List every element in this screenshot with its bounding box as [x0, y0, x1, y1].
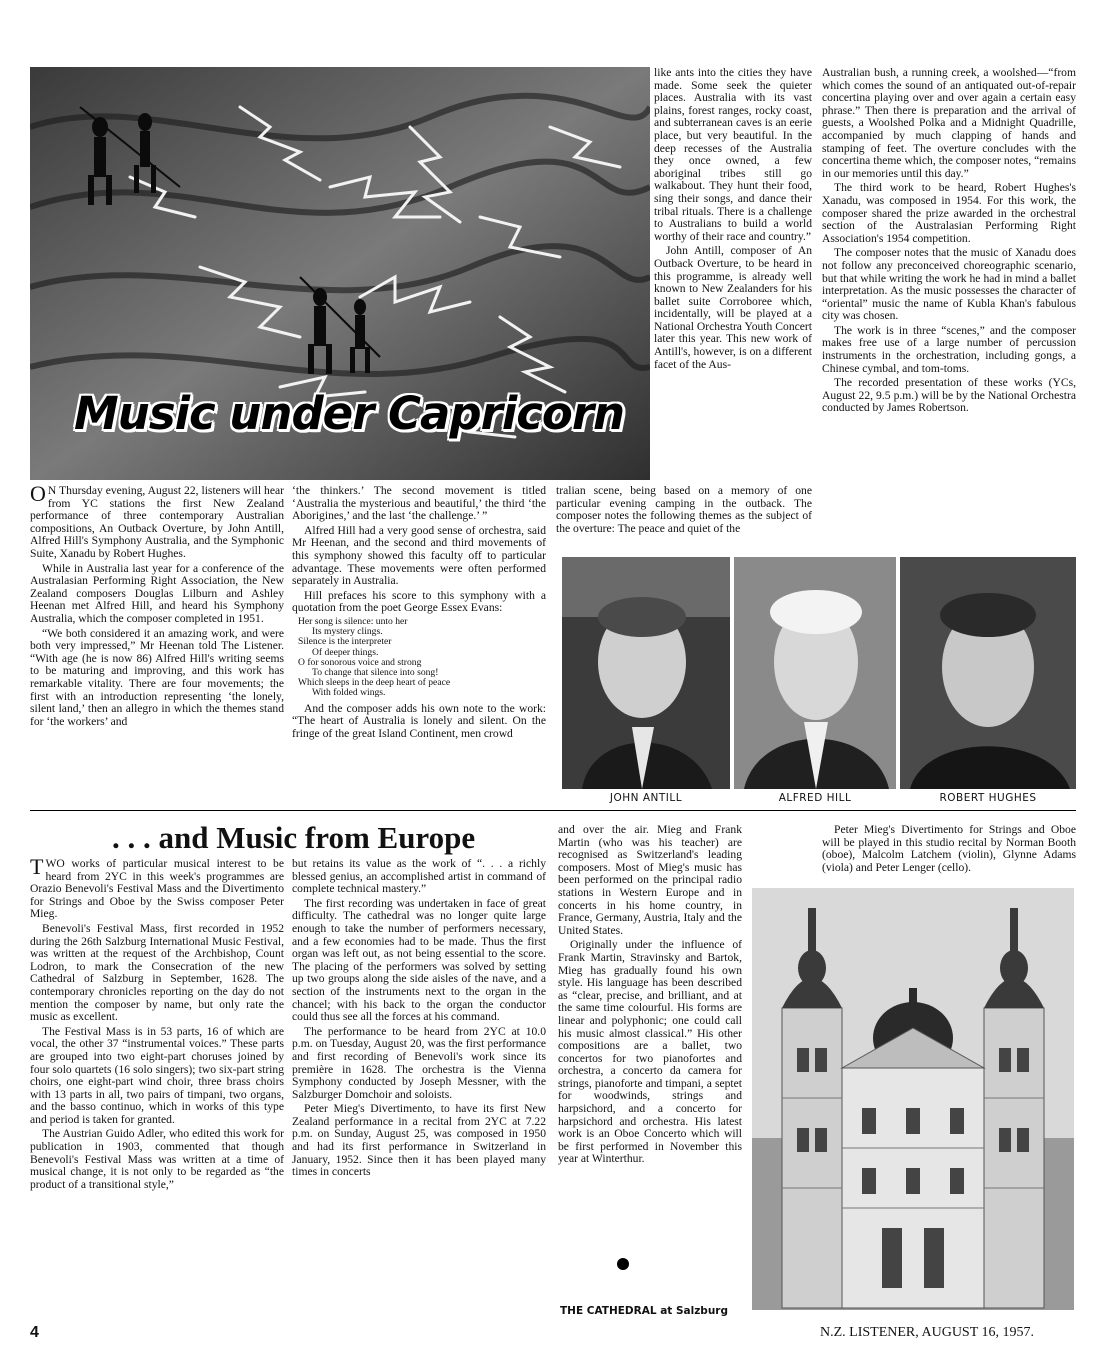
paragraph: Peter Mieg's Divertimento for Strings and Oboe will be played in this studio recital by Norman Booth (oboe), Malcolm Latchem (violin), Glynne Adams (viola) and Peter Lenger (cello).: [822, 823, 1076, 874]
paragraph: N Thursday evening, August 22, listeners will hear from YC stations the first New Zealand performance of three contemporary Australian compositions, An Outback Overture, by John Antill, Alfred Hill's Symphony Australia, and the Symphonic Suite, Xanadu by Robert Hughes.: [30, 484, 284, 560]
paragraph: The first recording was undertaken in face of great difficulty. The cathedral was no longer quite large enough to take the number of performers necessary, and a few economies had to be made. Thus the first organ was left out, as not being essential to the score. The placing of the performers was solved by setting up two groups along the side aisles of the nave, and a section of the instruments next to the organ in the chancel; with his back to the organ the conductor could thus see all the forces at his command.: [292, 896, 546, 1024]
paragraph: The work is in three “scenes,” and the composer makes free use of a large number of percussion instruments in the orchestration, including gongs, a Chinese cymbal, and tom-toms.: [822, 323, 1076, 375]
article2-column-2: [292, 858, 546, 1181]
paragraph: Alfred Hill had a very good sense of orchestra, said Mr Heenan, and the second and third movements of this symphony showed this faculty off to particular advantage. These movements were often performed separately in Australia.: [292, 523, 546, 588]
portrait-image: [734, 557, 896, 789]
paragraph: tralian scene, being based on a memory of one particular evening camping in the outback. The composer notes the following themes as the subject of the overture: The peace and quiet of the: [556, 484, 812, 535]
paragraph: but retains its value as the work of “. . . a richly blessed genius, an accomplished artist in command of complete technical mastery.”: [292, 857, 546, 896]
portrait-robert-hughes: [900, 557, 1076, 789]
article2-column-1: [30, 854, 284, 1193]
portrait-john-antill: [562, 557, 730, 789]
article2-column-4: [822, 824, 1076, 876]
poem-line: With folded wings.: [312, 687, 386, 699]
poem-line: Her song is silence: unto her: [298, 615, 408, 627]
publication-footer: N.Z. LISTENER, AUGUST 16, 1957.: [820, 1325, 1035, 1340]
poem-line: O for sonorous voice and strong: [298, 656, 422, 668]
article1-column-4: [822, 67, 1076, 417]
article1-column-1: [30, 481, 284, 730]
photo-caption: JOHN ANTILL: [609, 792, 683, 804]
page-number: 4: [30, 1324, 39, 1341]
paragraph: ‘the thinkers.’ The second movement is titled ‘Australia the mysterious and beautiful,’ the third ‘the Aborigines,’ and the last ‘the challenge.’ ”: [292, 484, 546, 523]
section-divider: [30, 810, 1076, 811]
article1-column-3: [654, 67, 812, 373]
poem-line: Which sleeps in the deep heart of peace: [298, 677, 451, 689]
poem-line: Its mystery clings.: [312, 626, 383, 638]
paragraph: The Austrian Guido Adler, who edited this work for publication in 1903, commented that though Benevoli's Festival Mass was written at a time of musical change, it is not only to be regarded as “the product of a transitional style,”: [30, 1127, 284, 1191]
cathedral-image: [752, 888, 1074, 1310]
poem-line: Silence is the interpreter: [298, 636, 392, 648]
paragraph: Peter Mieg's Divertimento, to have its first New Zealand performance in a recital from 2YC at 7.22 p.m. on Sunday, August 25, was composed in 1950 and had its first performance in Switzerland in January, 1952. Since then it has been played many times in concerts: [292, 1102, 546, 1179]
poem-line: To change that silence into song!: [312, 666, 439, 678]
paragraph: WO works of particular musical interest to be heard from 2YC in this week's programmes are Orazio Benevoli's Festival Mass and the Divertimento for Strings and Oboe by the Swiss composer Peter Mieg.: [30, 857, 284, 921]
paragraph: Originally under the influence of Frank Martin, Stravinsky and Bartok, Mieg has gradually found his own style. His language has been described as “clear, precise, and brilliant, and at the same time colourful. His forms are linear and polyphonic; one could call his music almost classical.” His other compositions are a ballet, two concertos for two pianofortes and orchestra, a concerto da camera for strings, pianoforte and timpani, a septet for woodwinds, strings and harpsichord, and a concerto for harpsichord and orchestra. His latest work is an Oboe Concerto which will be first performed in November this year at Winterthur.: [558, 938, 742, 1166]
article1-column-3-continued: [556, 485, 812, 537]
cathedral-photo: [752, 888, 1074, 1310]
article1-column-2: [292, 485, 546, 742]
paragraph: Hill prefaces his score to this symphony with a quotation from the poet George Essex Evans:: [292, 588, 546, 615]
article2-title: . . . and Music from Europe: [112, 820, 476, 855]
drop-cap: T: [30, 854, 44, 879]
portrait-alfred-hill: [734, 557, 896, 789]
paragraph: The Festival Mass is in 53 parts, 16 of which are vocal, the other 37 “instrumental voices.” These parts are grouped into two eight-part choruses joined by four solo quartets (16 solo singers); two six-part string choirs, one eight-part wind choir, three brass choirs with 13 parts in all, two pairs of timpani, two organs, and the basso continuo, which in works of this type and period is taken for granted.: [30, 1024, 284, 1126]
drop-cap: O: [30, 481, 46, 506]
photo-caption: ALFRED HILL: [778, 792, 852, 804]
poem-line: Of deeper things.: [312, 646, 379, 658]
paragraph: The composer notes that the music of Xanadu does not follow any preconceived choreographic scenario, but that while writing the work he had in mind a ballet interpretation. As the music possesses the character of “oriental” music the name of Kubla Khan's fabulous city was chosen.: [822, 246, 1076, 323]
paragraph: The performance to be heard from 2YC at 10.0 p.m. on Tuesday, August 20, was the first performance and first recording of Benevoli's work since its première in 1628. The orchestra is the Vienna Symphony conducted by Joseph Messner, with the Salzburger Domchoir and soloists.: [292, 1024, 546, 1101]
paragraph: “We both considered it an amazing work, and were both very impressed,” Mr Heenan told The Listener. “With age (he is now 86) Alfred Hill's writing seems to be maturing and improving, and this work has remarkable vitality. There are four movements; the first with an introduction representing ‘the lonely, silent land,’ then an allegro in which the themes stand for ‘the workers’ and: [30, 626, 284, 728]
article-title: Music under Capricorn: [74, 387, 625, 440]
portrait-image: [900, 557, 1076, 789]
hero-illustration: [30, 67, 650, 480]
photo-caption: ROBERT HUGHES: [939, 792, 1037, 804]
paragraph: The third work to be heard, Robert Hughes's Xanadu, was composed in 1954. For this work, the composer shared the prize awarded in the orchestral section of the Australasian Performing Right Association's 1954 competition.: [822, 181, 1076, 245]
bullet-dot-icon: [617, 1258, 629, 1270]
paragraph: Australian bush, a running creek, a woolshed—“from which comes the sound of an antiquated out-of-repair concertina playing over and over again a certain easy phrase.” Then there is preparation and the arrival of guests, a Woolshed Polka and a Midnight Quadrille, accompanied by much clapping of hands and stamping of feet. The overture concludes with the concertina theme which, the composer notes, “remains in our memories until this day.”: [822, 66, 1076, 180]
paragraph: and over the air. Mieg and Frank Martin (who was his teacher) are recognised as Switzerland's leading composers. Most of Mieg's music has been performed on the principal radio stations in Western Europe and in concerts in his home country, in France, Germany, Austria, Italy and the United States.: [558, 823, 742, 937]
poem-quotation: [298, 617, 546, 699]
paragraph: Benevoli's Festival Mass, first recorded in 1952 during the 26th Salzburg International Music Festival, was written at the request of the Archbishop, Count Lodron, to mark the Consecration of the new Cathedral of Salzburg in September, 1628. The contemporary chronicles reporting on the day do not mention the composer by name, but only rate the music as excellent.: [30, 921, 284, 1024]
article2-column-3: [558, 824, 742, 1168]
paragraph: The recorded presentation of these works (YCs, August 22, 9.5 p.m.) will be by the National Orchestra conducted by James Robertson.: [822, 376, 1076, 415]
portrait-image: [562, 557, 730, 789]
paragraph: John Antill, composer of An Outback Overture, to be heard in this programme, is already well known to New Zealanders for his ballet suite Corroboree which, incidentally, will be played at a National Orchestra Youth Concert later this year. This new work of Antill's, however, is on a different facet of the Aus-: [654, 244, 812, 371]
paragraph: While in Australia last year for a conference of the Australasian Performing Right Association, the New Zealand composers Douglas Lilburn and Ashley Heenan met Alfred Hill, and heard his Symphony Australia, which the composer completed in 1951.: [30, 561, 284, 625]
paragraph: And the composer adds his own note to the work: “The heart of Australia is lonely and silent. On the fringe of the great Island Continent, men crowd: [292, 701, 546, 740]
cathedral-caption: THE CATHEDRAL at Salzburg: [560, 1305, 728, 1317]
paragraph: like ants into the cities they have made. Some seek the quieter places. Australia with its vast plains, forest ranges, rocky coast, and subterranean caves is an eerie place, but very beautiful. In the deep recesses of the Australia they once owned, a few aboriginal tribes still go walkabout. They hunt their food, sing their songs, and dance their tribal rituals. There is a challenge to Australians to build a world worthy of their race and country.”: [654, 66, 812, 243]
